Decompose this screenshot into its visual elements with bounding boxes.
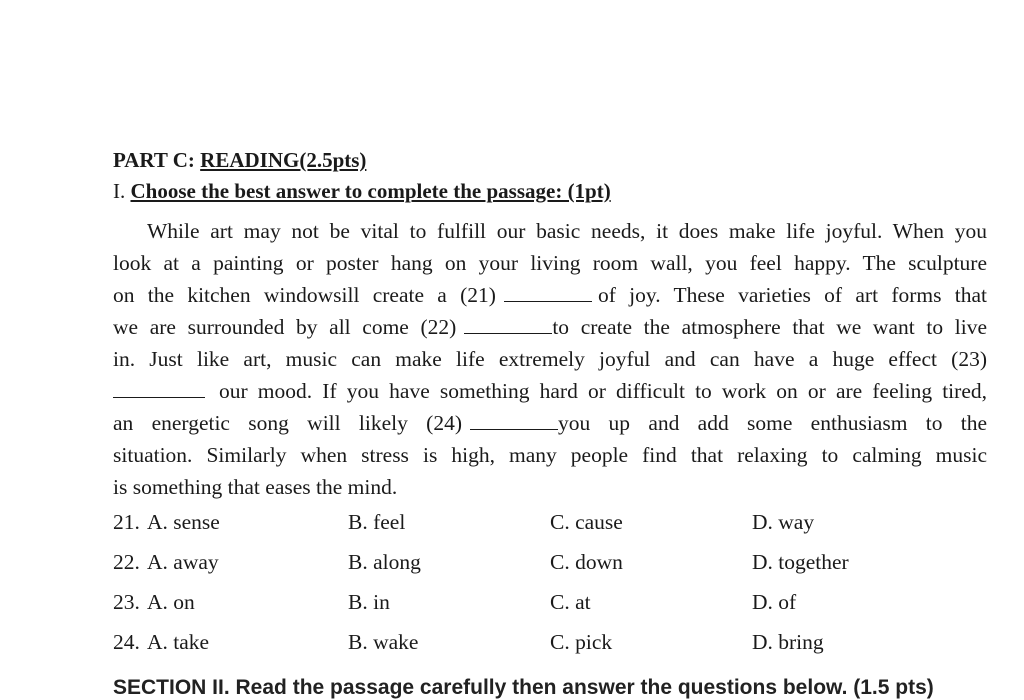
option-a: A. on	[147, 590, 195, 614]
passage-text: we are surrounded by all come (22)	[113, 315, 457, 339]
passage-line	[113, 311, 987, 343]
option-c: C. at	[550, 590, 591, 614]
blank-21	[504, 283, 592, 302]
blank-24	[470, 411, 558, 430]
passage-line: While art may not be vital to fulfill our basic needs, it does make life joyful. When you	[147, 219, 987, 243]
blank-23	[113, 379, 205, 398]
option-a: A. take	[147, 630, 210, 654]
passage-line: situation. Similarly when stress is high, many people find that relaxing to calming music	[113, 443, 987, 467]
reading-passage	[113, 215, 987, 503]
question-row-23	[113, 590, 973, 630]
option-b: B. along	[348, 550, 421, 574]
option-c: C. cause	[550, 510, 623, 534]
passage-text: an energetic song will likely (24)	[113, 411, 462, 435]
option-a: A. away	[147, 550, 219, 574]
part-label: PART C:	[113, 148, 201, 172]
passage-line: in. Just like art, music can make life extremely joyful and can have a huge effect (23)	[113, 347, 987, 371]
passage-text: to create the atmosphere that we want to live	[552, 315, 987, 339]
passage-text: of joy. These varieties of art forms that	[597, 283, 987, 307]
section-instruction: Choose the best answer to complete the passage: (1pt)	[130, 179, 611, 203]
option-d: D. together	[752, 550, 849, 574]
option-d: D. way	[752, 510, 815, 534]
passage-text: our mood. If you have something hard or difficult to work on or are feeling tired,	[219, 379, 987, 403]
passage-text: on the kitchen windowsill create a (21)	[113, 283, 496, 307]
passage-line	[113, 375, 987, 407]
passage-line: is something that eases the mind.	[113, 475, 398, 499]
question-row-24	[113, 630, 973, 670]
passage-text: you up and add some enthusiasm to the	[558, 411, 987, 435]
section-2-heading-cutoff: SECTION II. Read the passage carefully then answer the questions below. (1.5 pts)	[113, 676, 934, 699]
question-number: 23.	[113, 590, 140, 614]
passage-line	[113, 407, 987, 439]
part-title	[113, 148, 366, 173]
question-number: 22.	[113, 550, 140, 574]
section-number: I.	[113, 179, 131, 203]
option-d: D. of	[752, 590, 797, 614]
blank-22	[464, 315, 552, 334]
option-b: B. feel	[348, 510, 406, 534]
part-heading: READING(2.5pts)	[200, 148, 367, 172]
question-row-22	[113, 550, 973, 590]
option-d: D. bring	[752, 630, 824, 654]
section-heading	[113, 179, 611, 204]
question-number: 21.	[113, 510, 140, 534]
option-a: A. sense	[147, 510, 220, 534]
question-number: 24.	[113, 630, 140, 654]
option-c: C. pick	[550, 630, 613, 654]
answer-options	[113, 510, 973, 670]
option-b: B. wake	[348, 630, 419, 654]
option-b: B. in	[348, 590, 390, 614]
question-row-21	[113, 510, 973, 550]
passage-line: look at a painting or poster hang on your living room wall, you feel happy. The sculpture	[113, 251, 987, 275]
passage-line	[113, 279, 987, 311]
option-c: C. down	[550, 550, 623, 574]
